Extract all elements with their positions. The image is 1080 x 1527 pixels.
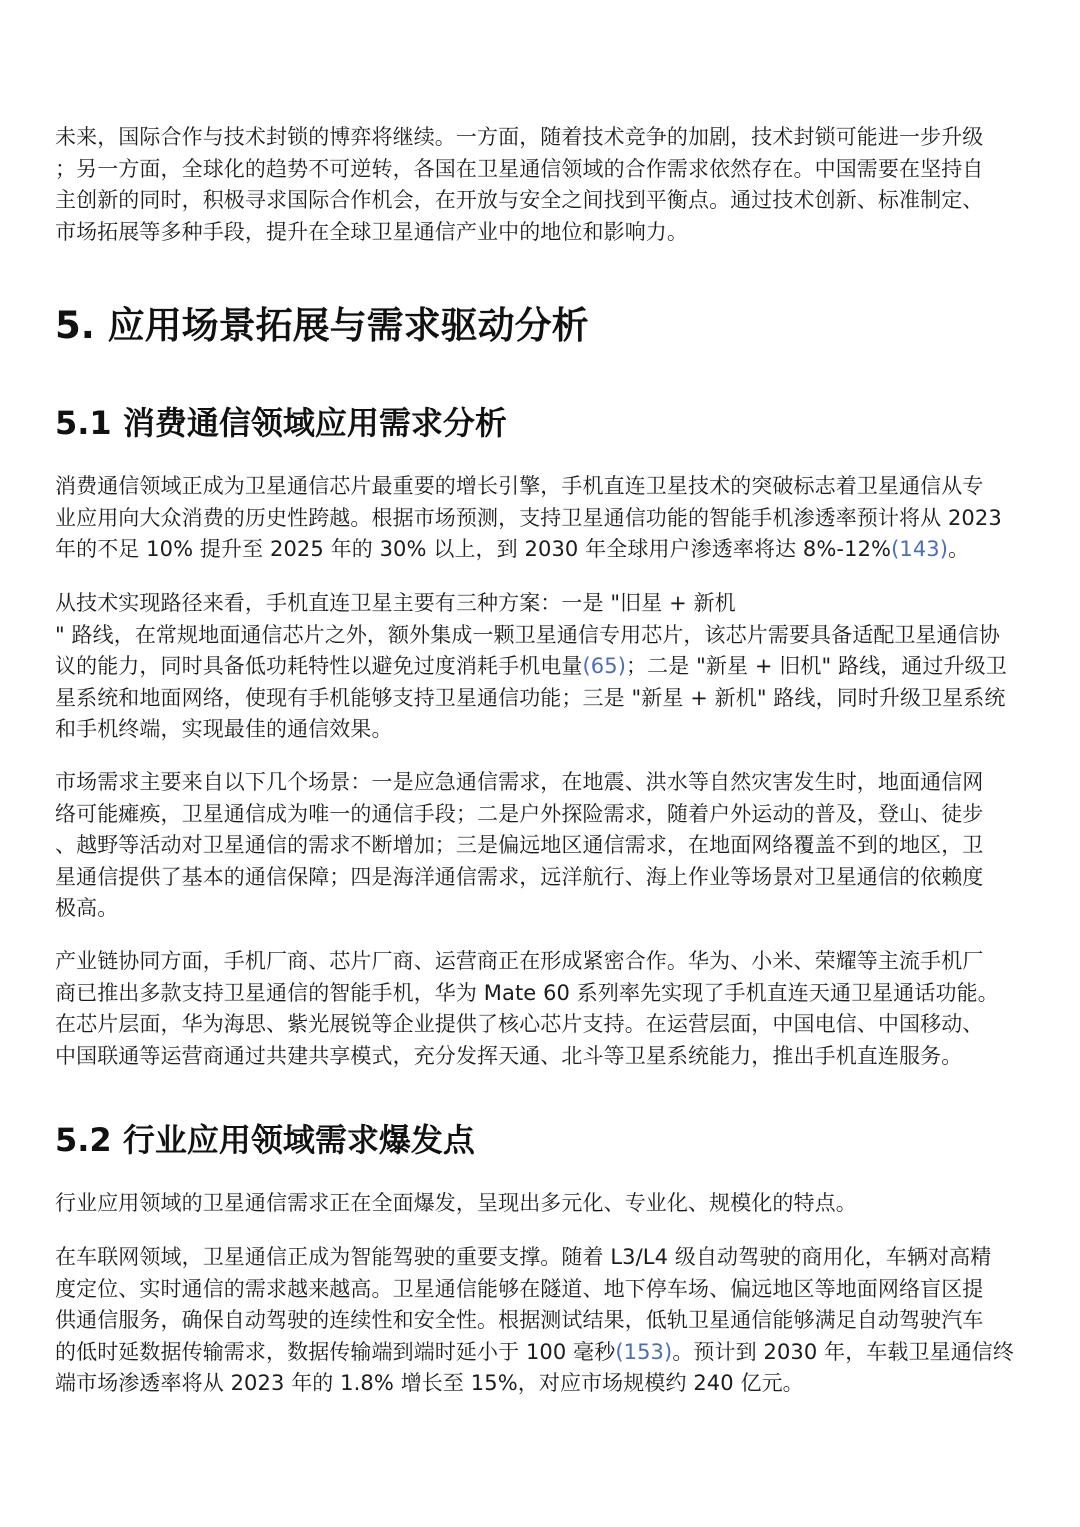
reference-link[interactable]: (65) (582, 654, 627, 678)
text-line: 星通信提供了基本的通信保障；四是海洋通信需求，远洋航行、海上作业等场景对卫星通信的依赖度 (55, 864, 984, 889)
text-line: 中国联通等运营商通过共建共享模式，充分发挥天通、北斗等卫星系统能力，推出手机直连服务。 (55, 1043, 963, 1068)
section-5-2-paragraph-1 (55, 1188, 857, 1220)
text-line: 极高。 (55, 896, 119, 920)
section-5-1-heading: 5.1 消费通信领域应用需求分析 (55, 404, 507, 442)
text-line: 在芯片层面，华为海思、紫光展锐等企业提供了核心芯片支持。在运营层面，中国电信、中国移动、 (55, 1012, 984, 1036)
section-5-heading: 5. 应用场景拓展与需求驱动分析 (55, 304, 589, 347)
text-line: 行业应用领域的卫星通信需求正在全面爆发，呈现出多元化、专业化、规模化的特点。 (55, 1191, 857, 1215)
text-line: 端市场渗透率将从 2023 年的 1.8% 增长至 15%，对应市场规模约 240 亿元。 (55, 1371, 804, 1395)
section-5-1-paragraph-1 (55, 471, 1002, 566)
text-line: 络可能瘫痪，卫星通信成为唯一的通信手段；二是户外探险需求，随着户外运动的普及，登山、徒步 (55, 801, 984, 826)
section-5-1-paragraph-3 (55, 767, 983, 925)
text-line: ；另一方面，全球化的趋势不可逆转，各国在卫星通信领域的合作需求依然存在。中国需要在坚持自 (55, 156, 984, 181)
text-line: 从技术实现路径来看，手机直连卫星主要有三种方案：一是 "旧星 + 新机 (55, 591, 736, 615)
text-segment: ；二是 "新星 + 旧机" 路线，通过升级卫 (626, 654, 1007, 678)
text-line: 产业链协同方面，手机厂商、芯片厂商、运营商正在形成紧密合作。华为、小米、荣耀等主流手机厂 (55, 949, 984, 973)
text-line: " 路线，在常规地面通信芯片之外，额外集成一颗卫星通信专用芯片，该芯片需要具备适配卫星通信协 (55, 622, 1000, 647)
section-5-2-heading: 5.2 行业应用领域需求爆发点 (55, 1121, 475, 1159)
text-segment: 。预计到 2030 年，车载卫星通信终 (672, 1339, 1015, 1364)
text-line: 商已推出多款支持卫星通信的智能手机，华为 Mate 60 系列率先实现了手机直连天通卫星通话功能。 (55, 980, 999, 1005)
text-line: 市场需求主要来自以下几个场景：一是应急通信需求，在地震、洪水等自然灾害发生时，地面通信网 (55, 770, 984, 794)
text-line: 主创新的同时，积极寻求国际合作机会，在开放与安全之间找到平衡点。通过技术创新、标准制定、 (55, 188, 984, 212)
text-line (55, 534, 1002, 566)
text-line: 和手机终端，实现最佳的通信效果。 (55, 717, 393, 741)
text-segment: 。 (948, 537, 970, 561)
text-line (55, 1337, 1014, 1369)
section-5-2-paragraph-2 (55, 1242, 1014, 1400)
section-5-1-paragraph-2 (55, 588, 1007, 746)
reference-link[interactable]: (153) (615, 1339, 673, 1364)
text-line: 在车联网领域，卫星通信正成为智能驾驶的重要支撑。随着 L3/L4 级自动驾驶的商用化，车辆对高精 (55, 1245, 992, 1269)
text-line: 消费通信领域正成为卫星通信芯片最重要的增长引擎，手机直连卫星技术的突破标志着卫星通信从专 (55, 474, 984, 498)
text-line: 市场拓展等多种手段，提升在全球卫星通信产业中的地位和影响力。 (55, 219, 688, 244)
text-line: 供通信服务，确保自动驾驶的连续性和安全性。根据测试结果，低轨卫星通信能够满足自动驾驶汽车 (55, 1308, 984, 1332)
text-line: 未来，国际合作与技术封锁的博弈将继续。一方面，随着技术竞争的加剧，技术封锁可能进一步升级 (55, 125, 984, 149)
text-line: 度定位、实时通信的需求越来越高。卫星通信能够在隧道、地下停车场、偏远地区等地面网络盲区提 (55, 1276, 984, 1301)
text-line: 业应用向大众消费的历史性跨越。根据市场预测，支持卫星通信功能的智能手机渗透率预计将从 2023 (55, 505, 1002, 530)
text-segment: 的低时延数据传输需求，数据传输端到端时延小于 100 毫秒 (55, 1339, 616, 1364)
text-segment: 议的能力，同时具备低功耗特性以避免过度消耗手机电量 (55, 654, 583, 678)
section-5-1-paragraph-4 (55, 946, 999, 1072)
reference-link[interactable]: (143) (891, 537, 949, 561)
text-line (55, 651, 1007, 683)
text-line: 星系统和地面网络，使现有手机能够支持卫星通信功能；三是 "新星 + 新机" 路线，同时升级卫星系统 (55, 685, 1006, 710)
intro-paragraph (55, 122, 983, 248)
text-segment: 年的不足 10% 提升至 2025 年的 30% 以上，到 2030 年全球用户渗透率将达 8%-12% (55, 537, 892, 561)
text-line: 、越野等活动对卫星通信的需求不断增加；三是偏远地区通信需求，在地面网络覆盖不到的地区，卫 (55, 833, 984, 857)
